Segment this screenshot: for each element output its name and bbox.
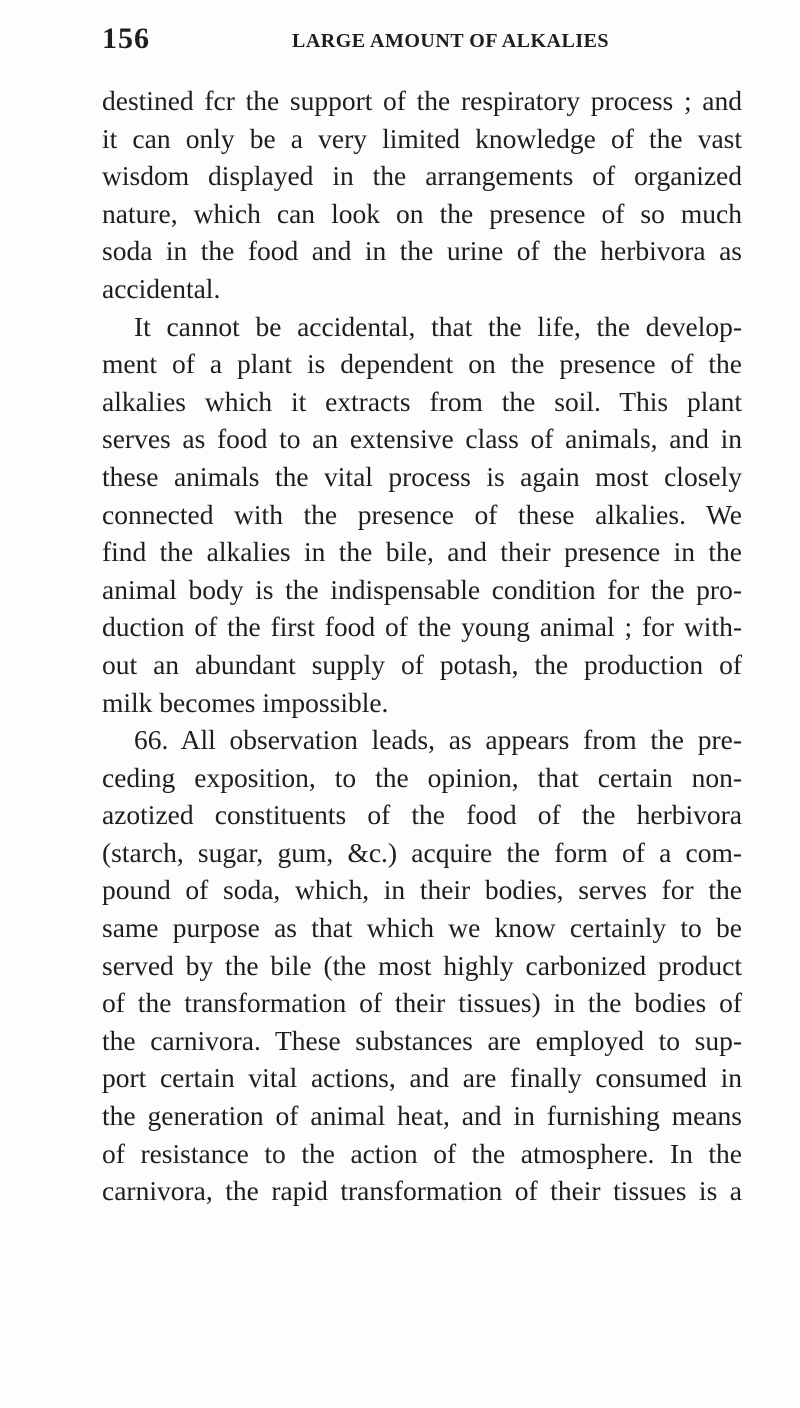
text-line: serves as food to an extensive class of animals, and in bbox=[102, 423, 742, 455]
text-line: ceding exposition, to the opinion, that certain non- bbox=[102, 761, 742, 793]
running-head: LARGE AMOUNT OF ALKALIES bbox=[292, 30, 610, 52]
text-line: served by the bile (the most highly carbonized product bbox=[102, 949, 742, 981]
text-line: these animals the vital process is again most closely bbox=[102, 460, 742, 492]
text-line: carnivora, the rapid transformation of their tissues is a bbox=[102, 1175, 742, 1207]
text-line: (starch, sugar, gum, &c.) acquire the form of a com- bbox=[102, 836, 742, 868]
body-text bbox=[102, 82, 742, 1210]
text-line: same purpose as that which we know certainly to be bbox=[102, 912, 742, 944]
text-line: ment of a plant is dependent on the presence of the bbox=[102, 348, 742, 380]
text-line: of resistance to the action of the atmosphere. In the bbox=[102, 1137, 742, 1169]
text-line: out an abundant supply of potash, the production of bbox=[102, 648, 742, 680]
text-line: alkalies which it extracts from the soil. This plant bbox=[102, 385, 742, 417]
text-line: the carnivora. These substances are employed to sup- bbox=[102, 1024, 742, 1056]
page-number: 156 bbox=[102, 22, 150, 55]
page-header bbox=[102, 22, 742, 58]
text-line: animal body is the indispensable condition for the pro- bbox=[102, 573, 742, 605]
text-line: find the alkalies in the bile, and their presence in the bbox=[102, 536, 742, 568]
text-line: duction of the first food of the young animal ; for with- bbox=[102, 611, 742, 643]
text-line: accidental. bbox=[102, 272, 221, 304]
text-line: soda in the food and in the urine of the herbivora as bbox=[102, 235, 742, 267]
text-line: 66. All observation leads, as appears from the pre- bbox=[134, 724, 742, 756]
text-line: destined fcr the support of the respiratory process ; and bbox=[102, 85, 742, 116]
text-line: the generation of animal heat, and in furnishing means bbox=[102, 1100, 742, 1132]
text-line: azotized constituents of the food of the herbivora bbox=[102, 799, 742, 831]
text-line: it can only be a very limited knowledge of the vast bbox=[102, 122, 742, 154]
text-line: connected with the presence of these alkalies. We bbox=[102, 498, 742, 530]
text-line: of the transformation of their tissues) in the bodies of bbox=[102, 987, 742, 1019]
text-line: wisdom displayed in the arrangements of organized bbox=[102, 160, 742, 192]
text-line: It cannot be accidental, that the life, the develop- bbox=[134, 310, 742, 342]
text-line: pound of soda, which, in their bodies, serves for the bbox=[102, 874, 742, 906]
text-line: milk becomes impossible. bbox=[102, 686, 389, 718]
text-line: port certain vital actions, and are finally consumed in bbox=[102, 1062, 742, 1094]
text-line: nature, which can look on the presence of so much bbox=[102, 197, 742, 229]
